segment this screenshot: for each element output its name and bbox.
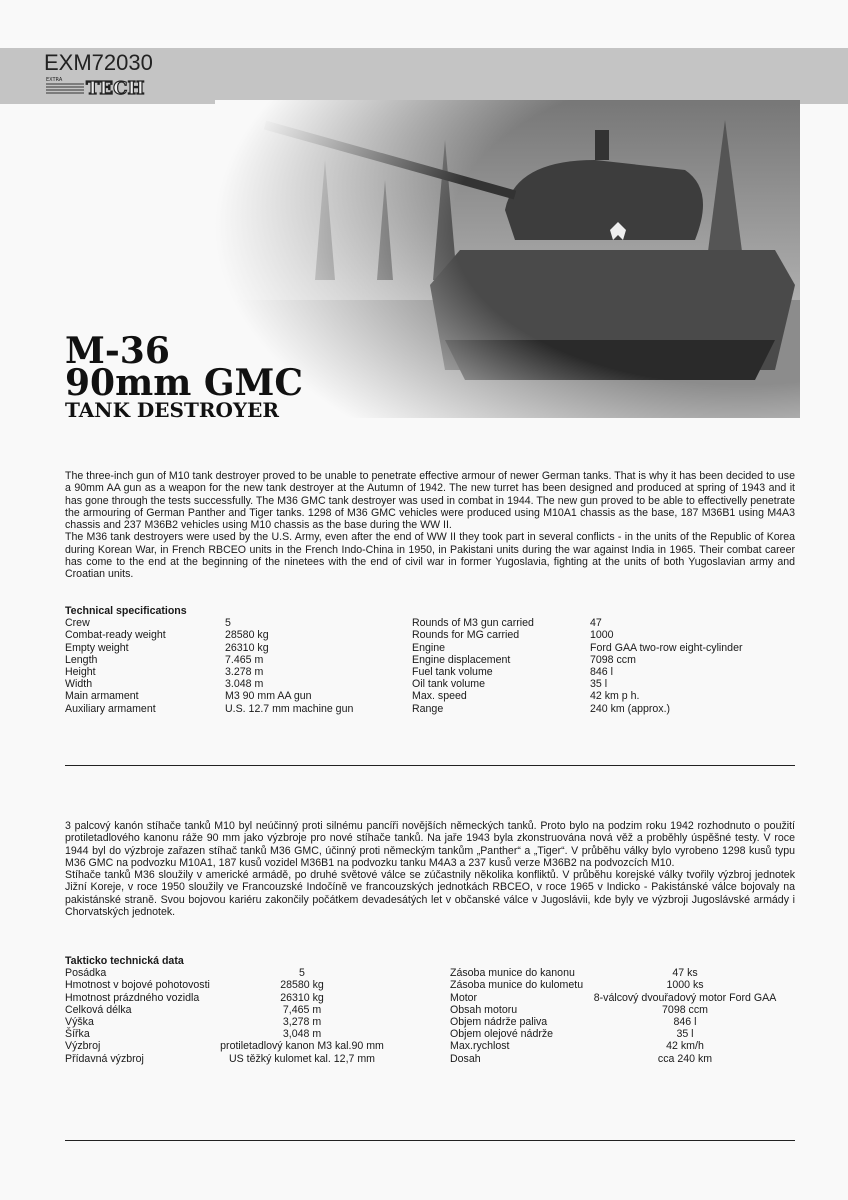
spec-label: Engine bbox=[412, 641, 445, 654]
spec-row bbox=[65, 666, 795, 678]
spec-label: Výzbroj bbox=[65, 1040, 101, 1053]
spec-value: 8-válcový dvouřadový motor Ford GAA bbox=[593, 991, 777, 1004]
spec-value: U.S. 12.7 mm machine gun bbox=[225, 702, 354, 715]
spec-value: 1000 ks bbox=[666, 979, 704, 992]
spec-label: Rounds of M3 gun carried bbox=[412, 617, 534, 630]
spec-value: 5 bbox=[225, 617, 231, 630]
spec-label: Šířka bbox=[65, 1028, 90, 1041]
spec-value: 35 l bbox=[590, 678, 608, 691]
spec-label: Hmotnost prázdného vozidla bbox=[65, 991, 200, 1004]
spec-label: Přídavná výzbroj bbox=[65, 1052, 144, 1065]
spec-value: protiletadlový kanon M3 kal.90 mm bbox=[220, 1040, 384, 1053]
spec-value: 26310 kg bbox=[280, 991, 324, 1004]
spec-row bbox=[65, 1053, 795, 1065]
spec-label: Main armament bbox=[65, 690, 139, 703]
spec-row bbox=[65, 642, 795, 654]
svg-text:TECH: TECH bbox=[86, 78, 145, 95]
spec-row bbox=[65, 690, 795, 702]
spec-value: 42 km/h bbox=[666, 1040, 704, 1053]
divider bbox=[65, 1140, 795, 1141]
spec-row bbox=[65, 1004, 795, 1016]
spec-value: 28580 kg bbox=[225, 629, 269, 642]
divider bbox=[65, 765, 795, 766]
spec-row bbox=[65, 967, 795, 979]
spec-value: 28580 kg bbox=[280, 979, 324, 992]
spec-value: cca 240 km bbox=[657, 1052, 713, 1065]
spec-label: Height bbox=[65, 665, 96, 678]
spec-row bbox=[65, 1016, 795, 1028]
spec-row bbox=[65, 1028, 795, 1040]
title-type: TANK DESTROYER bbox=[65, 398, 280, 422]
spec-label: Motor bbox=[450, 991, 478, 1004]
spec-label: Posádka bbox=[65, 967, 107, 980]
spec-label: Objem olejové nádrže bbox=[450, 1028, 554, 1041]
czech-specs bbox=[65, 955, 795, 1065]
spec-value: 47 ks bbox=[672, 967, 698, 980]
spec-label: Celková délka bbox=[65, 1003, 132, 1016]
spec-label: Range bbox=[412, 702, 444, 715]
spec-value: 7098 ccm bbox=[590, 653, 636, 666]
english-description bbox=[65, 470, 795, 581]
spec-value: 7098 ccm bbox=[662, 1003, 708, 1016]
spec-row bbox=[65, 703, 795, 715]
spec-label: Zásoba munice do kanonu bbox=[450, 967, 575, 980]
spec-label: Oil tank volume bbox=[412, 678, 486, 691]
spec-label: Crew bbox=[65, 617, 90, 630]
spec-value: 3,278 m bbox=[282, 1015, 322, 1028]
specs-heading: Technical specifications bbox=[65, 605, 187, 617]
spec-label: Length bbox=[65, 653, 98, 666]
title-caliber: 90mm GMC bbox=[65, 362, 304, 404]
spec-value: 7,465 m bbox=[282, 1003, 322, 1016]
spec-value: 35 l bbox=[676, 1028, 694, 1041]
spec-value: 5 bbox=[299, 967, 305, 980]
spec-row bbox=[65, 678, 795, 690]
spec-label: Auxiliary armament bbox=[65, 702, 156, 715]
spec-value: 42 km p h. bbox=[590, 690, 640, 703]
spec-row bbox=[65, 654, 795, 666]
english-specs bbox=[65, 605, 795, 715]
spec-value: 1000 bbox=[590, 629, 614, 642]
czech-paragraph: 3 palcový kanón stíhače tanků M10 byl neúčinný proti silnému pancíři novějších německých tanků. Proto bylo na podzim roku 1942 rozhodnuto o použití protiletadlového kanonu ráže 90 mm jako výzbroje pro nové stíhače tanků. Na jaře 1943 byla zkonstruována nová věž a proběhly úspěšné testy. V roce 1944 byl do výzbroje zařazen stíhač tanků M36 GMC, účinný proti německým tankům „Panther“ a „Tiger“. V průběhu války bylo vyrobeno 1298 kusů typu M36 GMC na podvozku M10A1, 187 kusů vozidel M36B1 na podvozku tanku M4A3 a 237 kusů verze M36B2 na podvozcích M10. bbox=[65, 820, 795, 869]
spec-label: Fuel tank volume bbox=[412, 665, 493, 678]
spec-value: 3.278 m bbox=[225, 665, 264, 678]
spec-label: Combat-ready weight bbox=[65, 629, 166, 642]
title-model: M-36 bbox=[65, 330, 170, 372]
spec-value: 47 bbox=[590, 617, 602, 630]
spec-label: Obsah motoru bbox=[450, 1003, 518, 1016]
extra-tech-logo bbox=[44, 75, 180, 95]
specs-heading: Takticko technická data bbox=[65, 955, 184, 967]
english-paragraph: The M36 tank destroyers were used by the U.S. Army, even after the end of WW II they took part in several conflicts - in the units of the Republic of Korea during Korean War, in French RBCEO units in the French Indo-China in 1950, in Pakistani units during the war against India in 1965. Their combat career has come to the end at the beginning of the ninetees with the end of civil war in former Yugoslavia, fighting at the units of both Yugoslavian army and Croatian units. bbox=[65, 531, 795, 581]
spec-label: Empty weight bbox=[65, 641, 129, 654]
spec-value: 846 l bbox=[673, 1015, 697, 1028]
spec-label: Hmotnost v bojové pohotovosti bbox=[65, 979, 210, 992]
spec-value: Ford GAA two-row eight-cylinder bbox=[590, 641, 743, 654]
spec-value: US těžký kulomet kal. 12,7 mm bbox=[228, 1052, 376, 1065]
spec-label: Výška bbox=[65, 1015, 94, 1028]
spec-label: Width bbox=[65, 678, 93, 691]
czech-description bbox=[65, 820, 795, 918]
spec-value: 26310 kg bbox=[225, 641, 269, 654]
spec-row bbox=[65, 1040, 795, 1052]
spec-value: M3 90 mm AA gun bbox=[225, 690, 312, 703]
kit-code: EXM72030 bbox=[44, 50, 153, 75]
spec-value: 3,048 m bbox=[282, 1028, 322, 1041]
spec-label: Max. speed bbox=[412, 690, 467, 703]
czech-paragraph: Stíhače tanků M36 sloužily v americké armádě, po druhé světové válce se zúčastnily několika konfliktů. V průběhu korejské války tvořily výzbroj jednotek Jižní Koreje, v roce 1950 sloužily ve Francouzské Indočíně ve francouzských jednotkách RBCEO, v roce 1965 v Indicko - Pakistánské válce bojovaly na pakistánské straně. Svou bojovou kariéru zakončily počátkem devadesátých let v občanské válce v Jugoslávii, kde byly ve výzbroji Jugoslávské armády i Chorvatských jednotek. bbox=[65, 869, 795, 919]
spec-label: Rounds for MG carried bbox=[412, 629, 520, 642]
spec-label: Dosah bbox=[450, 1052, 481, 1065]
spec-row bbox=[65, 992, 795, 1004]
spec-row bbox=[65, 979, 795, 991]
spec-value: 240 km (approx.) bbox=[590, 702, 671, 715]
spec-label: Engine displacement bbox=[412, 653, 511, 666]
spec-label: Max.rychlost bbox=[450, 1040, 510, 1053]
spec-value: 3.048 m bbox=[225, 678, 264, 691]
spec-row bbox=[65, 617, 795, 629]
spec-label: Objem nádrže paliva bbox=[450, 1015, 548, 1028]
english-paragraph: The three-inch gun of M10 tank destroyer proved to be unable to penetrate effective armour of newer German tanks. That is why it has been decided to use a 90mm AA gun as a weapon for the new tank destroyer at the Autumn of 1942. The new turret has been designed and produced at spring of 1943 and it has gone through the tests successfully. The M36 GMC tank destroyer was used in combat in 1944. The new gun proved to be able to effectivelly penetrate the armouring of German Panther and Tiger tanks. 1298 of M36 GMC vehicles were produced using M10A1 chassis as the base, 187 M36B1 using M4A3 chassis and 237 M36B2 vehicles using M10 chassis as the base during the WW II. bbox=[65, 470, 795, 532]
svg-text:EXTRA: EXTRA bbox=[46, 77, 63, 83]
spec-label: Zásoba munice do kulometu bbox=[450, 979, 584, 992]
spec-value: 846 l bbox=[590, 665, 613, 678]
spec-value: 7.465 m bbox=[225, 653, 264, 666]
spec-row bbox=[65, 629, 795, 641]
